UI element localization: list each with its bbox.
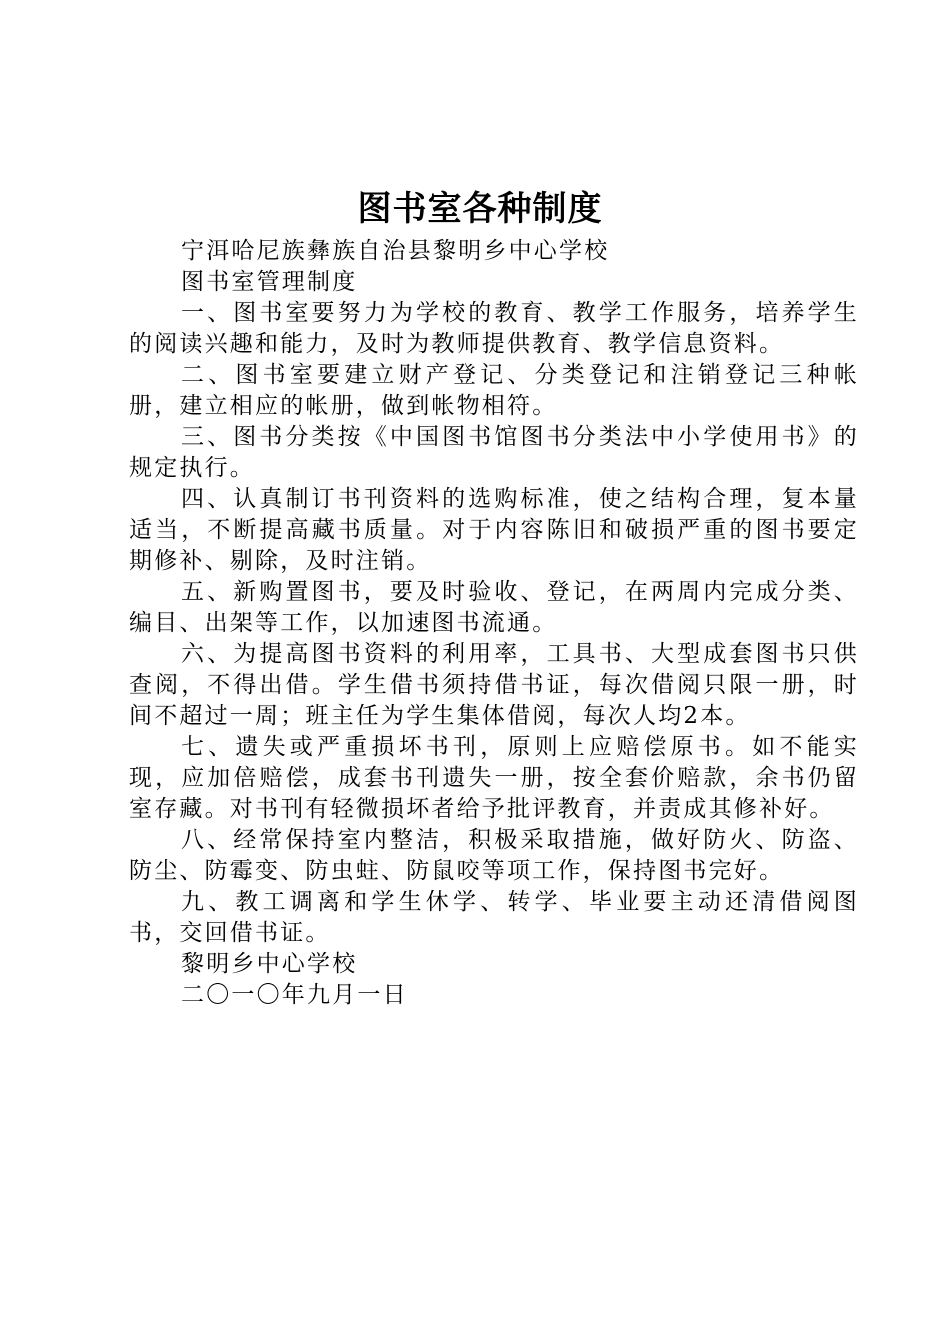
article-2: 二、图书室要建立财产登记、分类登记和注销登记三种帐册，建立相应的帐册，做到帐物相符。 bbox=[129, 362, 859, 419]
article-9: 九、教工调离和学生休学、转学、毕业要主动还清借阅图书，交回借书证。 bbox=[129, 889, 859, 946]
article-5: 五、新购置图书，要及时验收、登记，在两周内完成分类、编目、出架等工作，以加速图书流通。 bbox=[129, 579, 859, 636]
document-body bbox=[129, 236, 859, 1011]
article-4: 四、认真制订书刊资料的选购标准，使之结构合理，复本量适当，不断提高藏书质量。对于内容陈旧和破损严重的图书要定期修补、剔除，及时注销。 bbox=[129, 486, 859, 574]
article-7: 七、遗失或严重损坏书刊，原则上应赔偿原书。如不能实现，应加倍赔偿，成套书刊遗失一册，按全套价赔款，余书仍留室存藏。对书刊有轻微损坏者给予批评教育，并责成其修补好。 bbox=[129, 734, 859, 822]
date: 二〇一〇年九月一日 bbox=[181, 982, 408, 1008]
article-3: 三、图书分类按《中国图书馆图书分类法中小学使用书》的规定执行。 bbox=[129, 424, 859, 481]
article-8: 八、经常保持室内整洁，积极采取措施，做好防火、防盗、防尘、防霉变、防虫蛀、防鼠咬等项工作，保持图书完好。 bbox=[129, 827, 859, 884]
article-1: 一、图书室要努力为学校的教育、教学工作服务，培养学生的阅读兴趣和能力，及时为教师提供教育、教学信息资料。 bbox=[129, 300, 859, 357]
section-heading: 图书室管理制度 bbox=[181, 269, 358, 295]
signature: 黎明乡中心学校 bbox=[181, 951, 358, 977]
school-name: 宁洱哈尼族彝族自治县黎明乡中心学校 bbox=[181, 238, 610, 264]
article-6: 六、为提高图书资料的利用率，工具书、大型成套图书只供查阅，不得出借。学生借书须持借书证，每次借阅只限一册，时间不超过一周；班主任为学生集体借阅，每次人均2本。 bbox=[129, 641, 859, 729]
document-title: 图书室各种制度 bbox=[357, 189, 603, 229]
